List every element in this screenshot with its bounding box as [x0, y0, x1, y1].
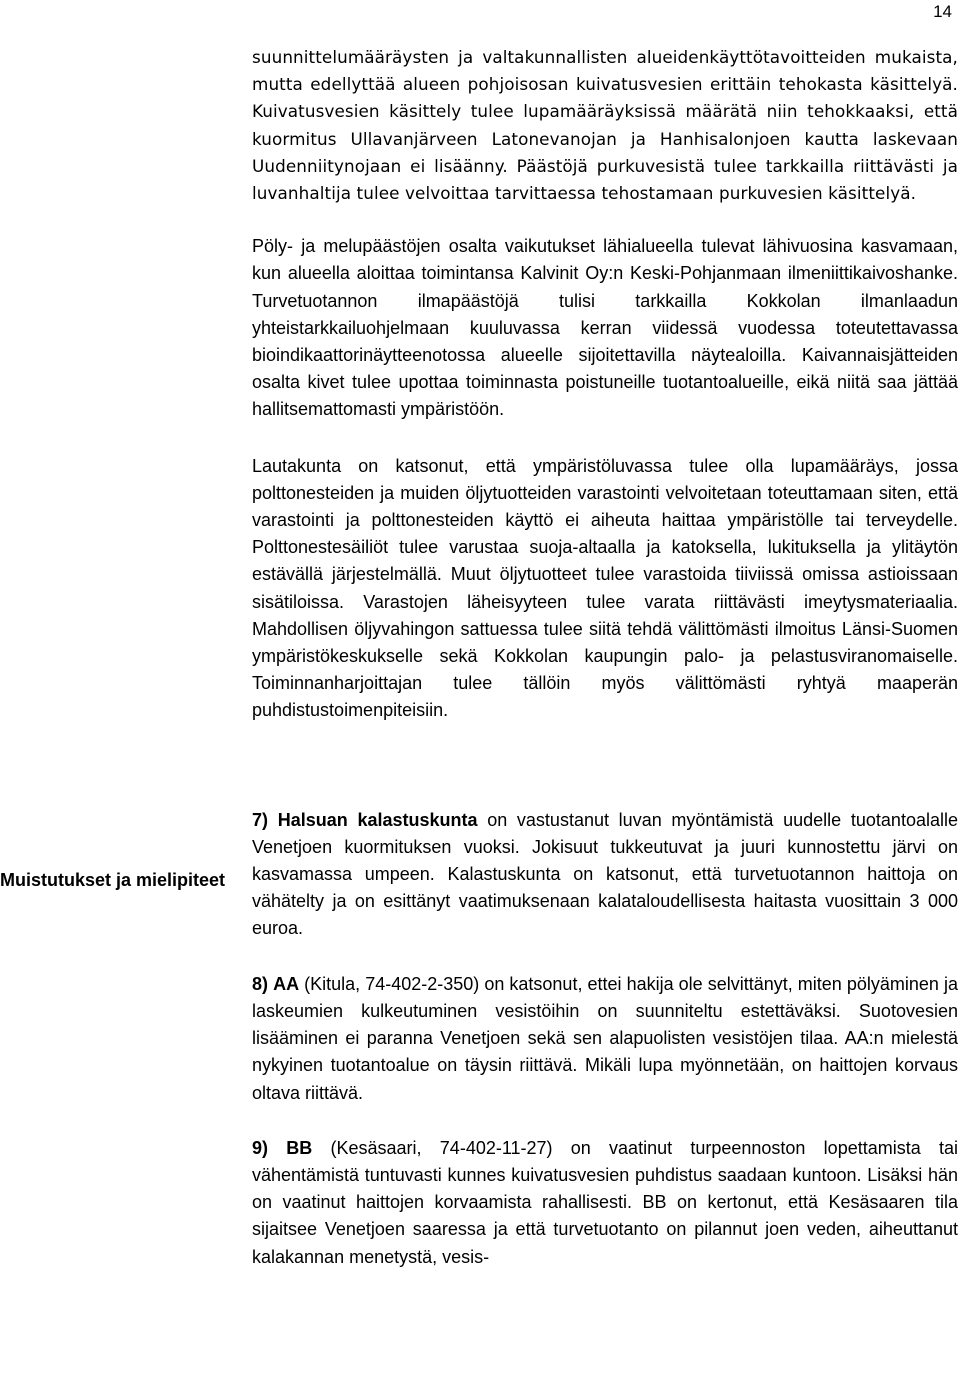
paragraph-water-treatment: suunnittelumääräysten ja valtakunnallisten alueidenkäyttötavoitteiden mukaista, mutta edellyttää alueen pohjoisosan kuivatusvesien erittäin tehokasta käsittelyä. Kuivatusvesien käsittely tulee lupamääräyksissä määrätä niin tehokkaaksi, että kuormitus Ullavanjärveen Latonevanojan ja Hanhisalonjoen kautta laskevaan Uudenniitynojaan ei lisäänny. Päästöjä purkuvesistä tulee tarkkailla riittävästi ja luvanhaltija tulee velvoittaa tarvittaessa tehostamaan purkuvesien käsittelyä.: [252, 47, 958, 204]
statement-8: [252, 971, 958, 1107]
statement-9: [252, 1135, 958, 1271]
section-heading-objections: Muistutukset ja mielipiteet: [0, 870, 226, 890]
paragraph-fuel-storage: Lautakunta on katsonut, että ympäristöluvassa tulee olla lupamääräys, jossa polttonesteiden ja muiden öljytuotteiden varastointi velvoitetaan toteuttamaan siten, että varastointi ja polttonesteiden käyttö ei aiheuta haittaa ympäristölle tai terveydelle. Polttonestesäiliöt tulee varustaa suoja-altaalla ja katoksella, lukituksella ja ylitäytön estävällä järjestelmällä. Muut öljytuotteet tulee varastoida tiiviissä omissa astioissaan sisätiloissa. Varastojen läheisyyteen tulee varata riittävästi imeytysmateriaalia. Mahdollisen öljyvahingon sattuessa tulee siitä tehdä välittömästi ilmoitus Länsi-Suomen ympäristökeskukselle sekä Kokkolan kaupungin palo- ja pelastusviranomaiselle. Toiminnanharjoittajan tulee tällöin myös välittömästi ryhtyä maaperän puhdistustoimenpiteisiin.: [252, 455, 958, 721]
statement-7-number: 7): [252, 809, 269, 830]
statement-9-text: (Kesäsaari, 74-402-11-27) on vaatinut turpeennoston lopettamista tai vähentämistä tuntuvasti kunnes kuivatusvesien puhdistus saadaan kuntoon. Lisäksi hän on vaatinut haittojen korvaamista rahallisesti. BB on kertonut, että Kesäsaaren tila sijaitsee Venetjoen saaressa ja että turvetuotanto on pilannut joen veden, aiheuttanut kalakannan menetystä, vesis-: [252, 1137, 958, 1267]
statement-8-number: 8): [252, 973, 269, 994]
document-body: [252, 44, 958, 1271]
statement-7-text: on vastustanut luvan myöntämistä uudelle tuotantoalalle Venetjoen kuormituksen vuoksi. Jokisuut tukkeutuvat ja juuri kunnostettu järvi on kasvamassa umpeen. Kalastuskunta on katsonut, että turvetuotannon haittoja on vähätelty ja on esittänyt vaatimuksenaan kalataloudellisesta haitasta vuosittain 3 000 euroa.: [252, 809, 958, 939]
paragraph-dust-noise: Pöly- ja melupäästöjen osalta vaikutukset lähialueella tulevat lähivuosina kasvamaan, kun alueella aloittaa toimintansa Kalvinit Oy:n Keski-Pohjanmaan ilmeniittikaivoshanke. Turvetuotannon ilmapäästöjä tulisi tarkkailla Kokkolan ilmanlaadun yhteistarkkailuohjelmaan kuuluvassa kerran viidessä vuodessa toteutettavassa bioindikaattorinäytteenotossa alueelle sijoitettavilla näytealoilla. Kaivannaisjätteiden osalta kivet tulee upottaa toiminnasta poistuneille tuotantoalueille, eikä niitä saa jättää hallitsemattomasti ympäristöön.: [252, 236, 958, 420]
page-number: 14: [933, 2, 952, 21]
statement-9-name: BB: [286, 1137, 313, 1158]
statement-7: [252, 807, 958, 943]
statement-7-name: Halsuan kalastuskunta: [277, 809, 478, 830]
statement-9-number: 9): [252, 1137, 269, 1158]
statement-8-name: AA: [273, 973, 300, 994]
statement-8-text: (Kitula, 74-402-2-350) on katsonut, ettei hakija ole selvittänyt, miten pölyäminen ja laskeumien kulkeutuminen vesistöihin on suunniteltu estettäväksi. Suotovesien lisääminen ei paranna Venetjoen sekä sen alapuolisten vesistöjen tilaa. AA:n mielestä nykyinen tuotantoalue on täysin riittävä. Mikäli lupa myönnetään, on haittojen korvaus oltava riittävä.: [252, 973, 958, 1103]
